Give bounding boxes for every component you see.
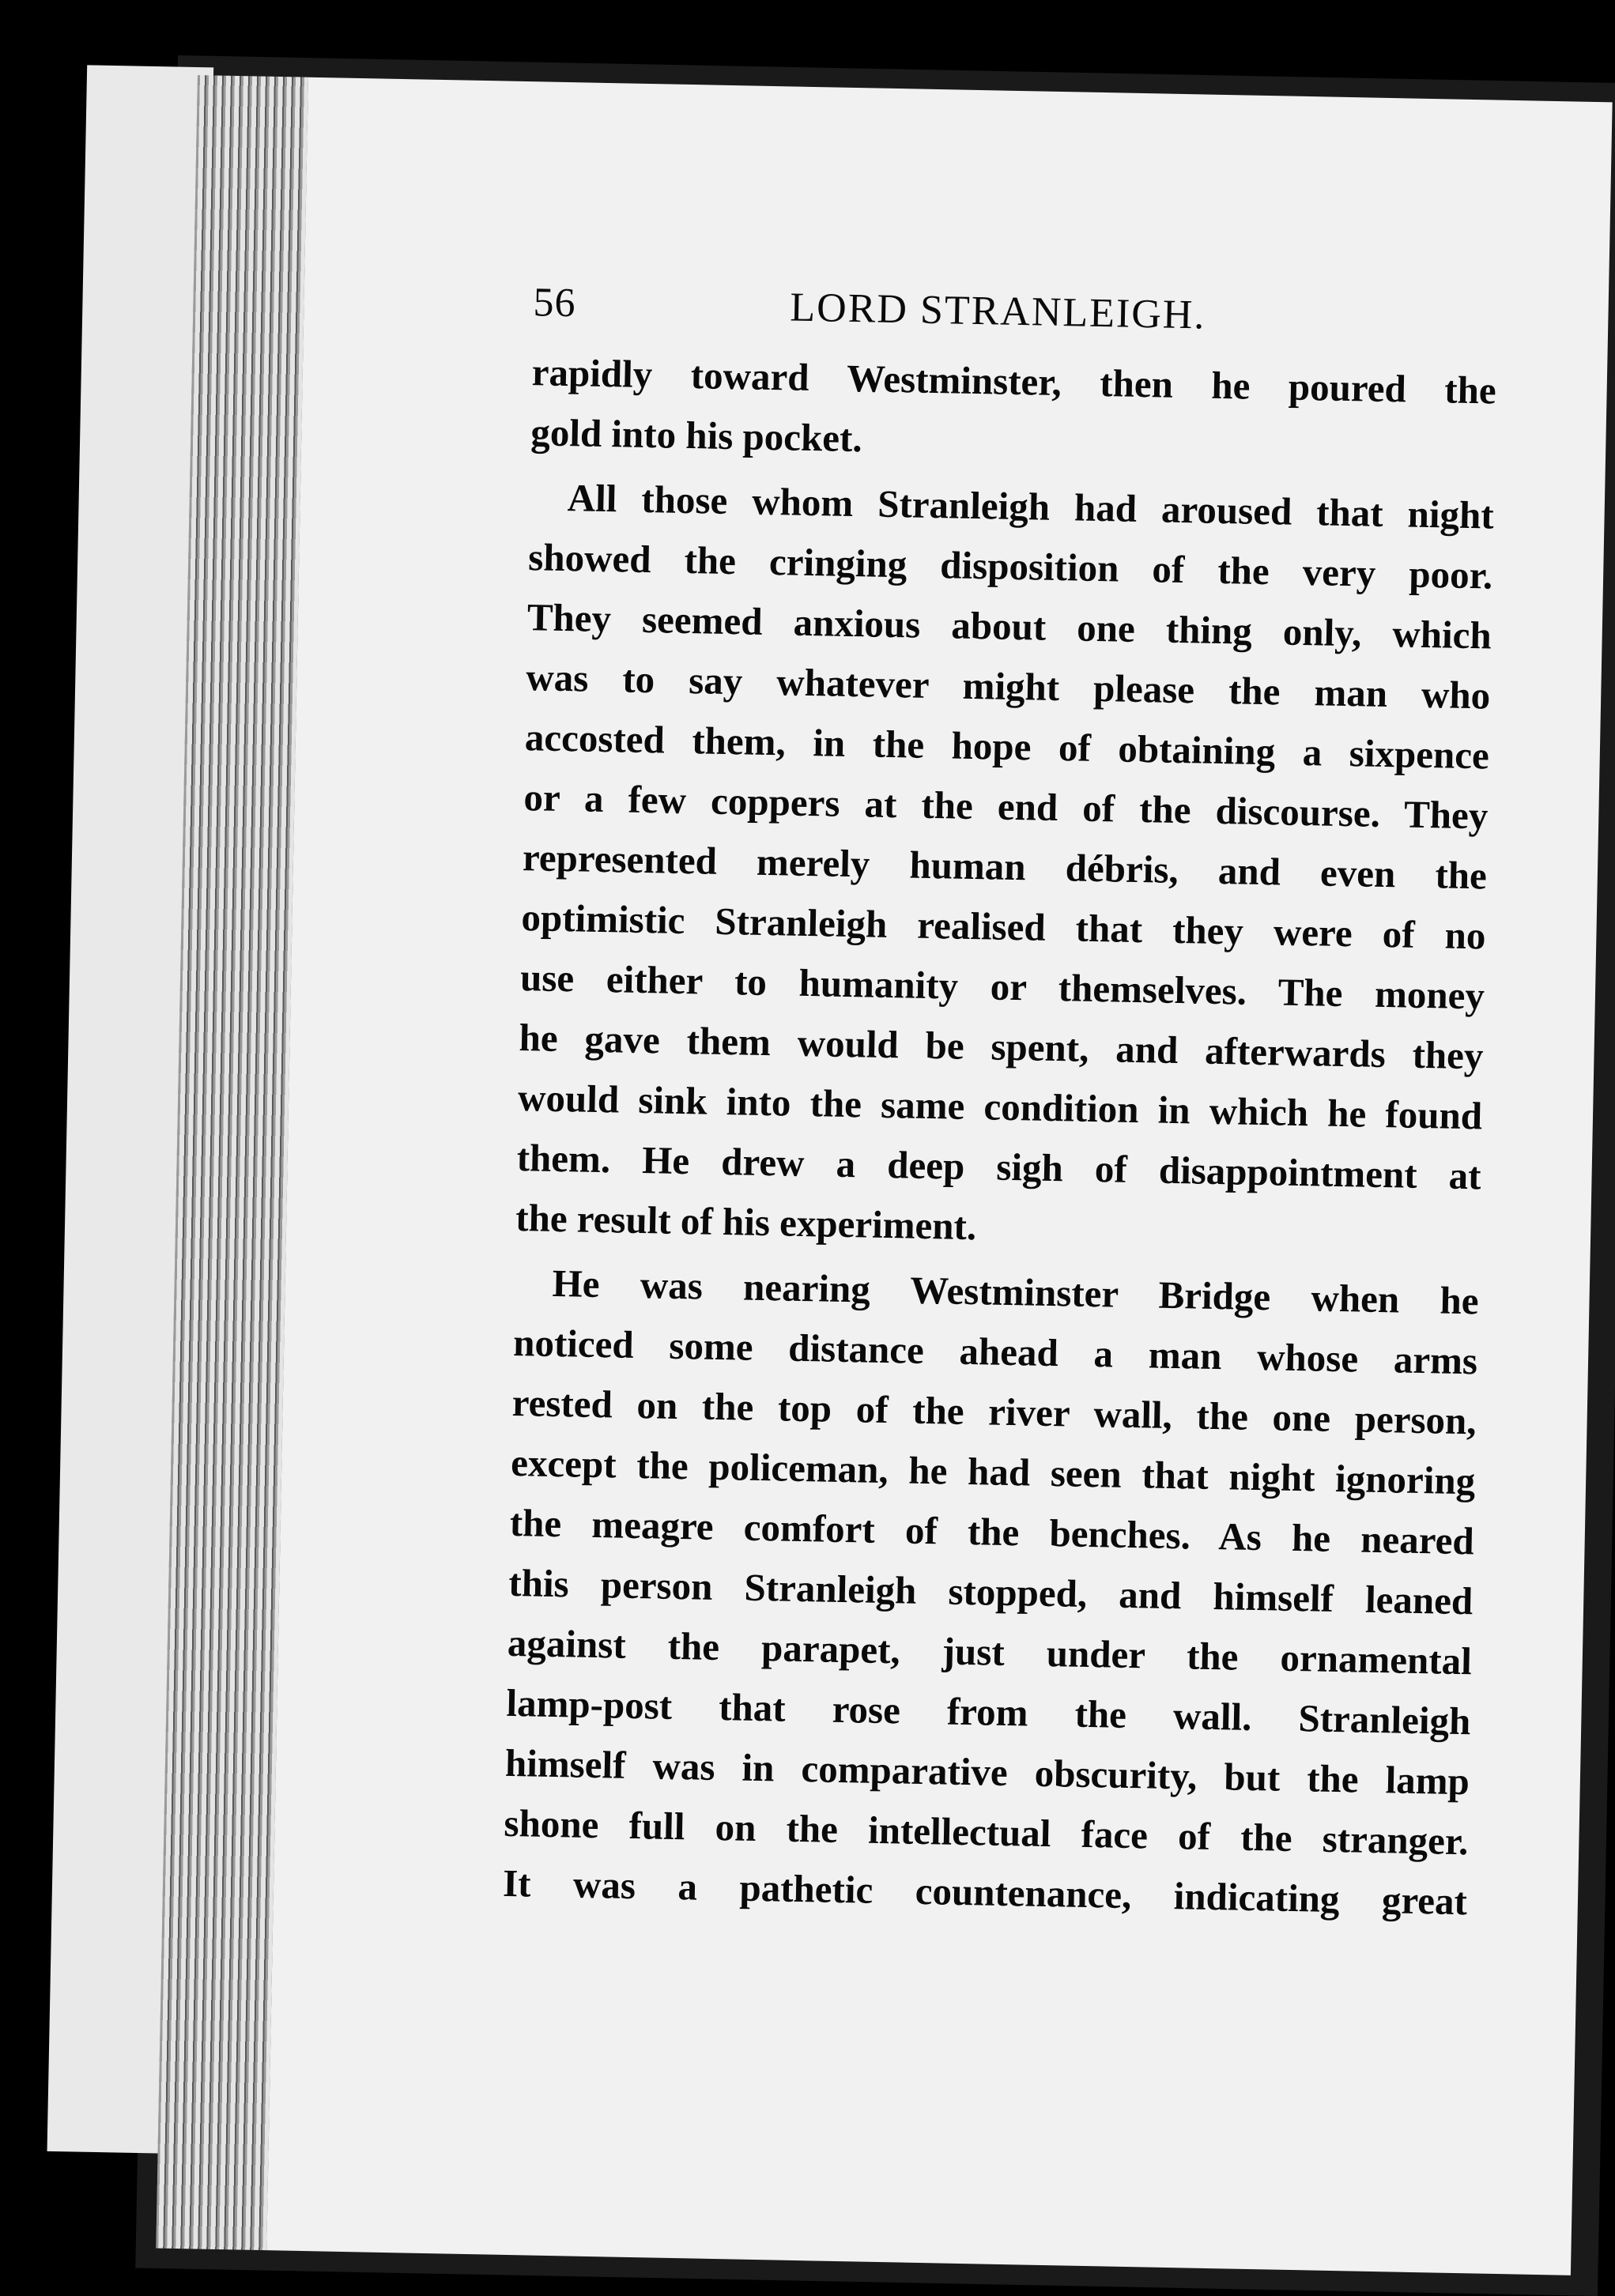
page-number: 56: [533, 280, 577, 326]
text-line: accosted them, in the hope of obtaining a sixpence: [524, 715, 1490, 778]
paragraph: [530, 342, 1497, 481]
text-line: represented merely human débris, and even the: [522, 835, 1488, 898]
paragraph: [502, 1253, 1479, 1932]
book-page: [266, 77, 1612, 2275]
text-line: them. He drew a deep sigh of disappointment at: [516, 1136, 1482, 1198]
text-line: this person Stranleigh stopped, and himself leaned: [508, 1560, 1473, 1623]
text-line: would sink into the same condition in which he found: [517, 1076, 1483, 1138]
text-line: he gave them would be spent, and afterwards they: [519, 1016, 1485, 1078]
text-line: It was a pathetic countenance, indicating great: [502, 1861, 1468, 1924]
book: [156, 75, 1612, 2275]
page-content: [502, 279, 1497, 1932]
text-line: himself was in comparative obscurity, but the lamp: [504, 1740, 1470, 1804]
text-line: showed the cringing disposition of the very poor.: [527, 535, 1493, 598]
paragraph: [515, 467, 1495, 1266]
text-line: or a few coppers at the end of the discourse. They: [523, 775, 1489, 838]
text-line: rapidly toward Westminster, then he poured the: [531, 350, 1497, 413]
text-line: lamp-post that rose from the wall. Stranleigh: [506, 1680, 1471, 1744]
text-line: shone full on the intellectual face of the stranger.: [504, 1800, 1469, 1864]
text-line: All those whom Stranleigh had aroused that night: [567, 476, 1495, 537]
text-line: noticed some distance ahead a man whose arms: [512, 1320, 1478, 1383]
text-line: gold into his pocket.: [530, 410, 863, 461]
text-line: the meagre comfort of the benches. As he neared: [509, 1500, 1475, 1563]
text-line: He was nearing Westminster Bridge when he: [552, 1261, 1480, 1323]
text-line: optimistic Stranleigh realised that they were of no: [521, 895, 1486, 958]
text-line: the result of his experiment.: [515, 1195, 977, 1249]
text-line: was to say whatever might please the man who: [525, 655, 1491, 718]
text-line: rested on the top of the river wall, the one person,: [511, 1380, 1477, 1443]
text-line: except the policeman, he had seen that night ignoring: [510, 1440, 1476, 1503]
text-line: They seemed anxious about one thing only, which: [526, 595, 1492, 658]
running-title: LORD STRANLEIGH.: [789, 285, 1206, 338]
text-line: use either to humanity or themselves. The money: [519, 956, 1485, 1018]
text-line: against the parapet, just under the ornamental: [507, 1620, 1473, 1683]
